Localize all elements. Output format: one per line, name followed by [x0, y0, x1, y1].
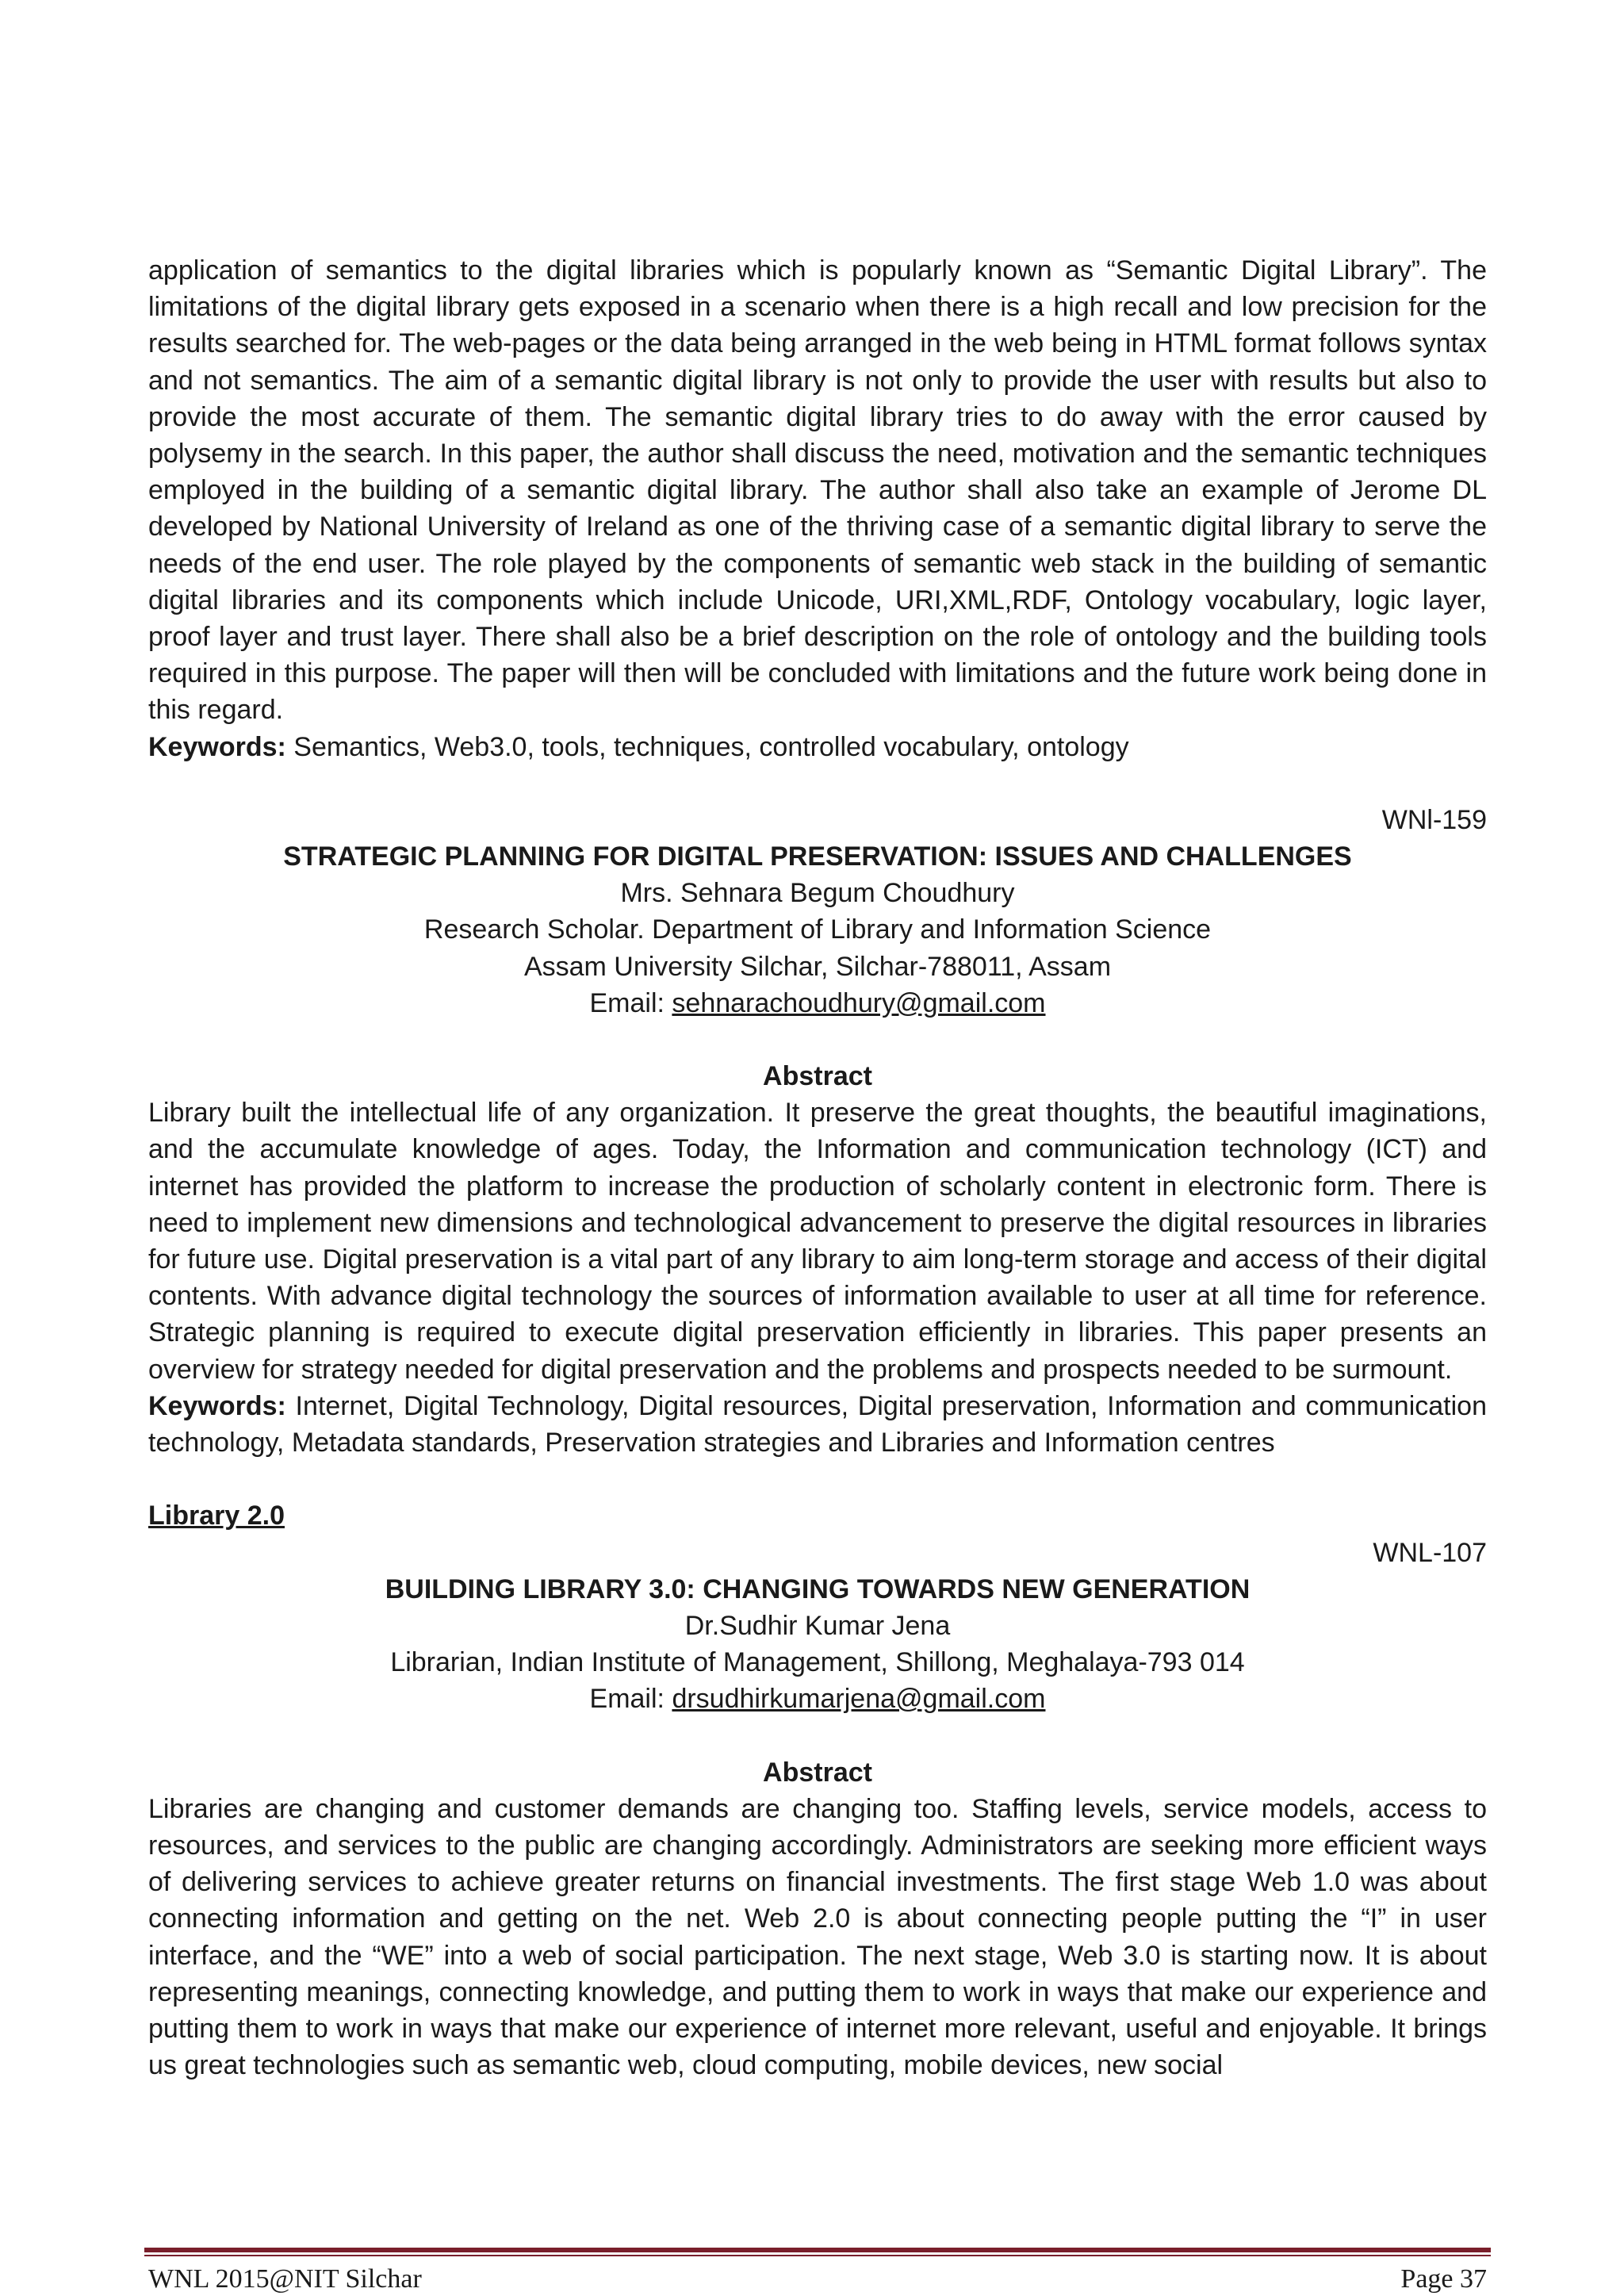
- paper1-email-line: [148, 985, 1487, 1022]
- paper2-abstract-heading: Abstract: [763, 1757, 872, 1788]
- footer-rule-thick: [144, 2248, 1491, 2252]
- intro-keywords-label: Keywords:: [148, 731, 286, 762]
- footer-page-number: Page 37: [1400, 2264, 1487, 2294]
- paper1-keywords-label: Keywords:: [148, 1390, 286, 1421]
- paper1-keywords: [148, 1388, 1487, 1461]
- spacer: [148, 765, 1487, 802]
- paper1-affiliation-1: Research Scholar. Department of Library and Information Science: [423, 914, 1212, 945]
- footer-rule-thin: [144, 2255, 1491, 2256]
- spacer: [148, 1461, 1487, 1497]
- paper1-code: WNl-159: [1381, 804, 1487, 835]
- intro-abstract-paragraph: application of semantics to the digital libraries which is popularly known as “Semantic Digital Library”. The limitations of the digital library gets exposed in a scenario when there is a high recall and low precision for the results searched for. The web-pages or the data being arranged in the web being in HTML format follows syntax and not semantics. The aim of a semantic digital library is not only to provide the user with results but also to provide the most accurate of them. The semantic digital library tries to do away with the error caused by polysemy in the search. In this paper, the author shall discuss the need, motivation and the semantic techniques employed in the building of a semantic digital library. The author shall also take an example of Jerome DL developed by National University of Ireland as one of the thriving case of a semantic digital library to serve the needs of the end user. The role played by the components of semantic web stack in the building of semantic digital libraries and its components which include Unicode, URI,XML,RDF, Ontology vocabulary, logic layer, proof layer and trust layer. There shall also be a brief description on the role of ontology and the building tools required in this purpose. The paper will then will be concluded with limitations and the future work being done in this regard.: [148, 255, 1487, 726]
- paper2-code: WNL-107: [1373, 1537, 1487, 1568]
- paper1-keywords-text: Internet, Digital Technology, Digital resources, Digital preservation, Information and communication technology, Metadata standards, Preservation strategies and Libraries and Information centres: [148, 1390, 1487, 1458]
- spacer: [148, 1718, 1487, 1754]
- page-content: [148, 252, 1487, 2083]
- intro-keywords-text: Semantics, Web3.0, tools, techniques, controlled vocabulary, ontology: [285, 731, 1129, 762]
- paper2-title: BUILDING LIBRARY 3.0: CHANGING TOWARDS NEW GENERATION: [385, 1573, 1251, 1604]
- paper2-affiliation-1: Librarian, Indian Institute of Management, Shillong, Meghalaya-793 014: [390, 1647, 1245, 1678]
- paper1-abstract-heading: Abstract: [763, 1061, 872, 1092]
- spacer: [148, 1022, 1487, 1058]
- intro-keywords: [148, 729, 1487, 765]
- paper1-affiliation-2: Assam University Silchar, Silchar-788011, Assam: [523, 951, 1112, 982]
- paper2-email-link[interactable]: drsudhirkumarjena@gmail.com: [672, 1684, 1046, 1715]
- paper1-author: Mrs. Sehnara Begum Choudhury: [620, 878, 1015, 909]
- paper1-email-label: Email:: [589, 987, 672, 1018]
- section-heading: Library 2.0: [148, 1501, 285, 1531]
- paper2-author: Dr.Sudhir Kumar Jena: [684, 1610, 951, 1641]
- paper2-email-label: Email:: [589, 1684, 672, 1715]
- paper2-abstract: Libraries are changing and customer demands are changing too. Staffing levels, service models, access to resources, and services to the public are changing accordingly. Administrators are seeking more efficient ways of delivering services to achieve greater returns on financial investments. The first stage Web 1.0 was about connecting information and getting on the net. Web 2.0 is about connecting people putting the “I” in user interface, and the “WE” into a web of social participation. The next stage, Web 3.0 is starting now. It is about representing meanings, connecting knowledge, and putting them to work in ways that make our experience and putting them to work in ways that make our experience of internet more relevant, useful and enjoyable. It brings us great technologies such as semantic web, cloud computing, mobile devices, new social: [148, 1793, 1487, 2081]
- footer-conference: WNL 2015@NIT Silchar: [148, 2264, 422, 2294]
- paper1-email-link[interactable]: sehnarachoudhury@gmail.com: [672, 987, 1046, 1018]
- paper1-title: STRATEGIC PLANNING FOR DIGITAL PRESERVATION: ISSUES AND CHALLENGES: [283, 841, 1352, 872]
- paper2-email-line: [148, 1681, 1487, 1717]
- paper1-abstract: Library built the intellectual life of any organization. It preserve the great thoughts, the beautiful imaginations, and the accumulate knowledge of ages. Today, the Information and communication technology (ICT) and internet has provided the platform to increase the production of scholarly content in electronic form. There is need to implement new dimensions and technological advancement to preserve the digital resources in libraries for future use. Digital preservation is a vital part of any library to aim long-term storage and access of their digital contents. With advance digital technology the sources of information available to user at all time for reference. Strategic planning is required to execute digital preservation efficiently in libraries. This paper presents an overview for strategy needed for digital preservation and the problems and prospects needed to be surmount.: [148, 1098, 1487, 1385]
